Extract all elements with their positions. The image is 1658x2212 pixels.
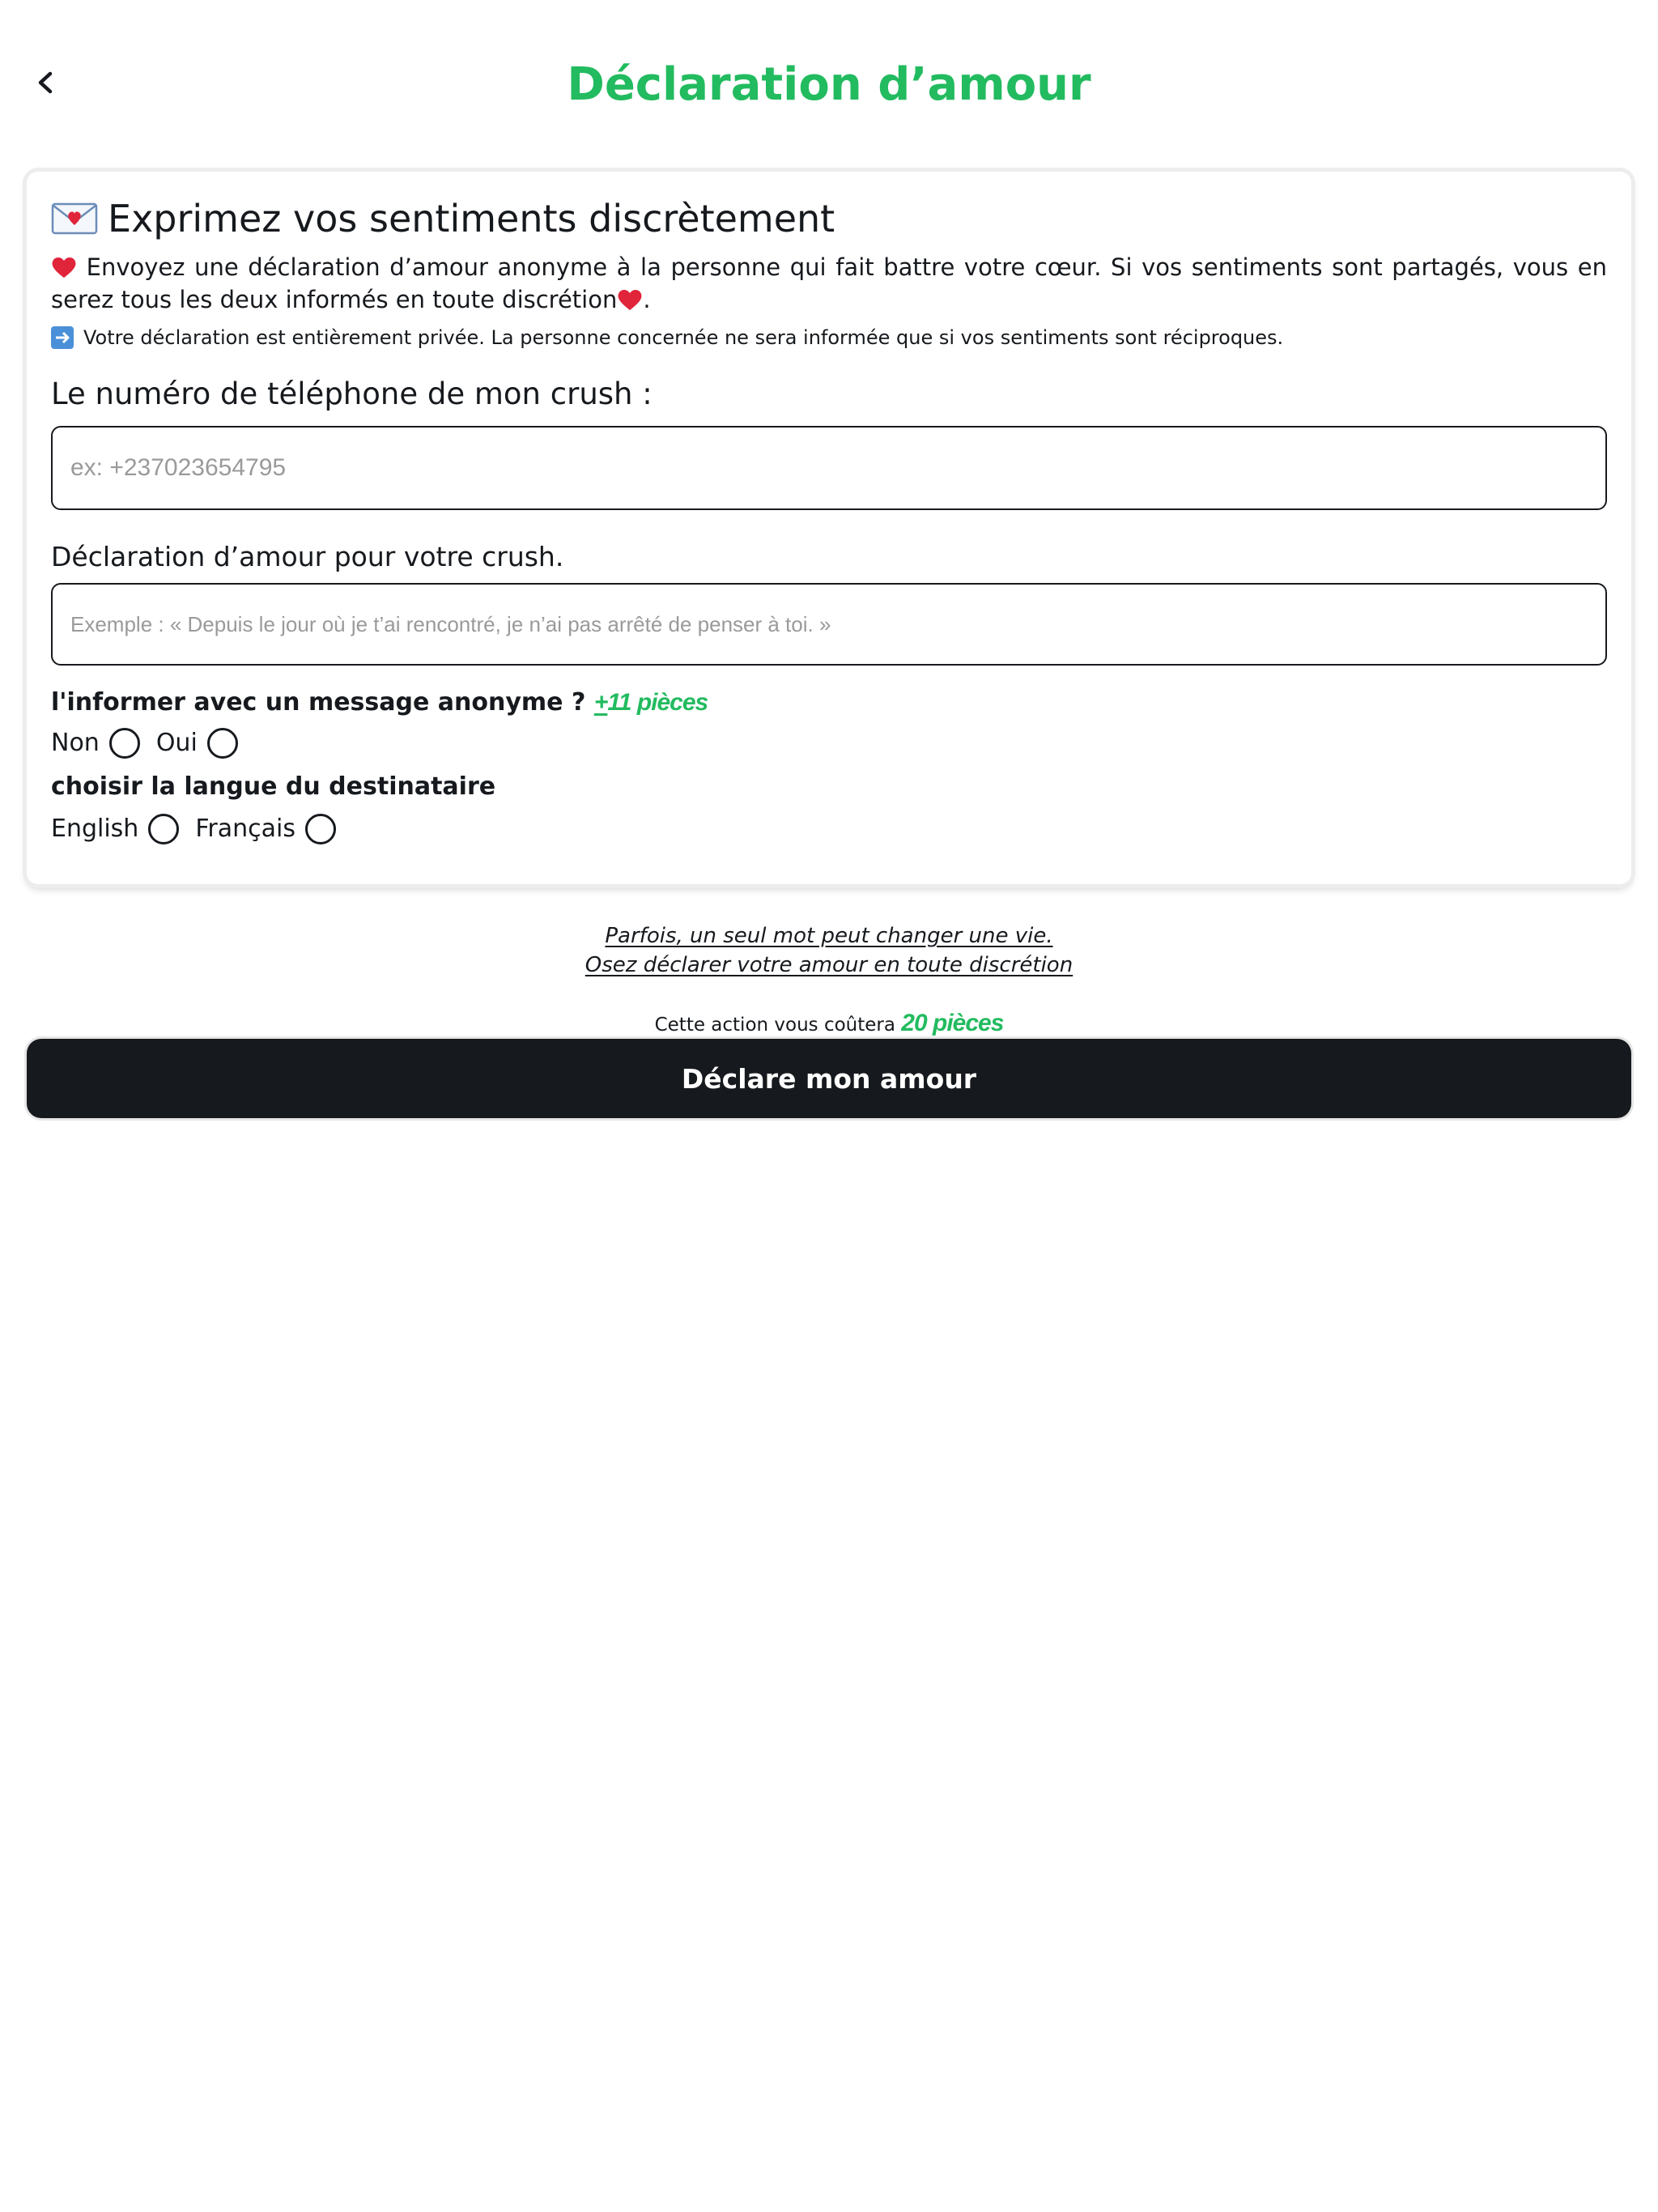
language-options: [51, 811, 352, 847]
option-english-radio[interactable]: [148, 814, 179, 844]
declaration-input-placeholder: Exemple : « Depuis le jour où je t’ai rencontré, je n’ai pas arrêté de penser à toi. »: [70, 611, 831, 636]
phone-input-placeholder: ex: +237023654795: [70, 454, 287, 481]
option-oui-radio[interactable]: [207, 728, 238, 759]
love-letter-icon: [51, 201, 98, 236]
declaration-input[interactable]: [51, 583, 1607, 666]
tagline-line-1: Parfois, un seul mot peut changer une vie.: [605, 924, 1053, 948]
option-francais-label: Français: [195, 815, 295, 843]
anonymous-label: l'informer avec un message anonyme ? +11 pièces: [51, 688, 708, 717]
cost-value: 20 pièces: [901, 1010, 1004, 1036]
red-heart-icon: [51, 256, 77, 285]
option-oui-label: Oui: [155, 729, 198, 757]
option-francais-radio[interactable]: [305, 814, 336, 844]
anonymous-options: [51, 725, 254, 761]
privacy-note: Votre déclaration est entièrement privée. La personne concernée ne sera informée que si vos sentiments sont réciproques.: [51, 324, 1607, 351]
declaration-card: [27, 172, 1631, 884]
language-label: choisir la langue du destinataire: [51, 772, 496, 801]
card-title: Exprimez vos sentiments discrètement: [51, 193, 835, 245]
page-title: Déclaration d’amour: [567, 58, 1091, 111]
anonymous-cost: +11 pièces: [593, 689, 708, 716]
option-english-label: English: [51, 815, 139, 843]
option-non-label: Non: [51, 729, 100, 757]
header: [0, 0, 1658, 170]
tagline: [0, 921, 1658, 980]
tagline-line-2: Osez déclarer votre amour en toute discrétion: [585, 953, 1073, 977]
option-non-radio[interactable]: [109, 728, 140, 759]
intro-text: Envoyez une déclaration d’amour anonyme à la personne qui fait battre votre cœur. Si vos sentiments sont partagés, vous en serez tous les deux informés en toute discrétion .: [51, 253, 1607, 317]
cost-note: Cette action vous coûtera 20 pièces: [654, 1010, 1004, 1036]
submit-button[interactable]: Déclare mon amour: [27, 1039, 1631, 1118]
declaration-label: Déclaration d’amour pour votre crush.: [51, 541, 564, 572]
phone-input[interactable]: [51, 426, 1607, 510]
red-heart-icon: [617, 288, 643, 317]
right-arrow-icon: [51, 326, 74, 349]
phone-label: Le numéro de téléphone de mon crush :: [51, 376, 653, 411]
